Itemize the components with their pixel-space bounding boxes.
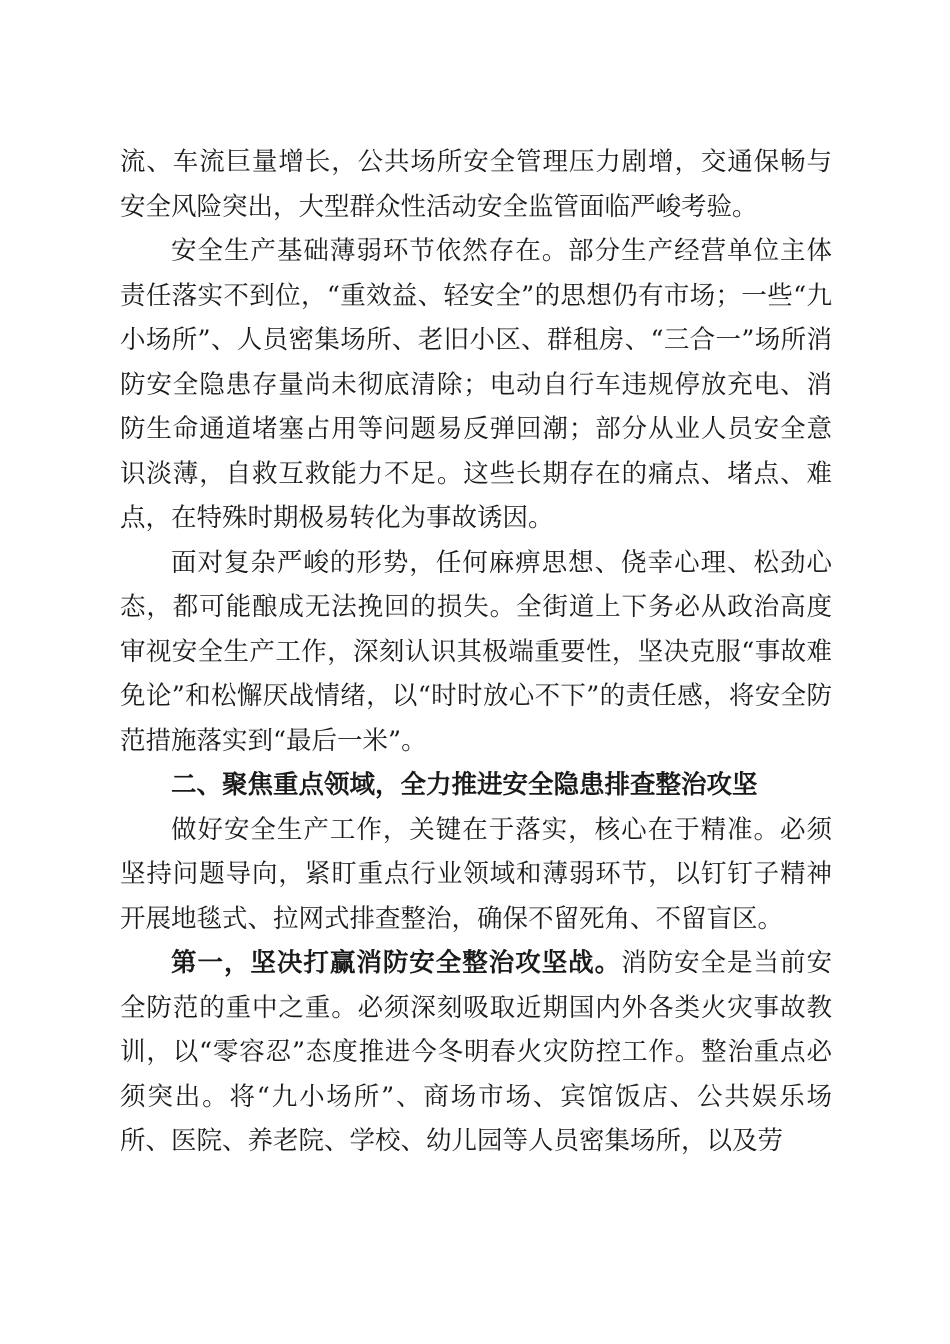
paragraph-complex-situation: 面对复杂严峻的形势，任何麻痹思想、侥幸心理、松劲心态，都可能酿成无法挽回的损失。全街道上下务必从政治高度审视安全生产工作，深刻认识其极端重要性，坚决克服“事故难免论”和松懈厌战情绪，以“时时放心不下”的责任感，将安全防范措施落实到“最后一米”。 — [120, 547, 832, 756]
paragraph-fire-safety — [120, 941, 832, 1164]
paragraph-safety-foundation: 安全生产基础薄弱环节依然存在。部分生产经营单位主体责任落实不到位，“重效益、轻安全”的思想仍有市场；一些“九小场所”、人员密集场所、老旧小区、群租房、“三合一”场所消防安全隐患存量尚未彻底清除；电动自行车违规停放充电、消防生命通道堵塞占用等问题易反弹回潮；部分从业人员安全意识淡薄，自救互救能力不足。这些长期存在的痛点、堵点、难点，在特殊时期极易转化为事故诱因。 — [120, 236, 832, 533]
document-body — [120, 140, 832, 1164]
paragraph-bold-lead: 第一，坚决打赢消防安全整治攻坚战。 — [171, 948, 622, 978]
section-heading-two: 二、聚焦重点领域，全力推进安全隐患排查整治攻坚 — [171, 770, 758, 800]
paragraph-implementation: 做好安全生产工作，关键在于落实，核心在于精准。必须坚持问题导向，紧盯重点行业领域和薄弱环节，以钉钉子精神开展地毯式、拉网式排查整治，确保不留死角、不留盲区。 — [120, 814, 832, 934]
paragraph-fire-safety-text: 消防安全是当前安全防范的重中之重。必须深刻吸取近期国内外各类火灾事故教训，以“零容忍”态度推进今冬明春火灾防控工作。整治重点必须突出。将“九小场所”、商场市场、宾馆饭店、公共娱乐场所、医院、养老院、学校、幼儿园等人员密集场所，以及劳 — [120, 948, 832, 1156]
paragraph-continued: 流、车流巨量增长，公共场所安全管理压力剧增，交通保畅与安全风险突出，大型群众性活动安全监管面临严峻考验。 — [120, 147, 832, 222]
